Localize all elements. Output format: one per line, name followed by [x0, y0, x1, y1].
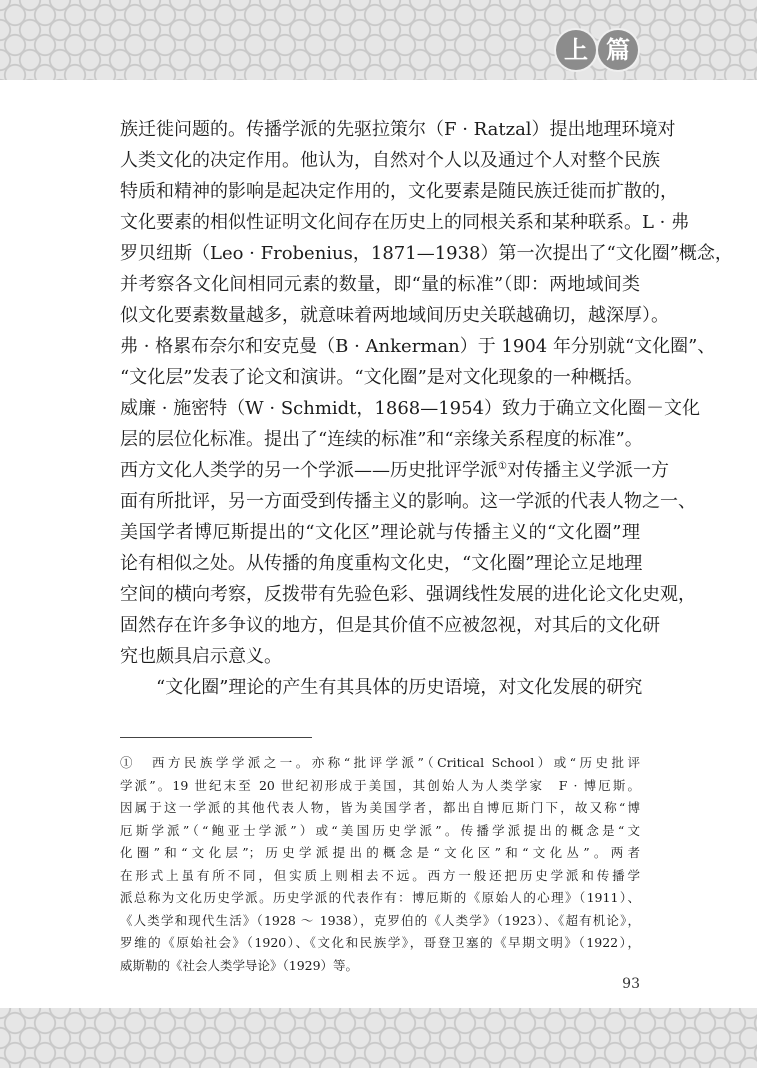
body-line: 究也颇具启示意义。	[120, 646, 282, 667]
header-pattern-band	[0, 0, 757, 80]
body-line: 美国学者博厄斯提出的“文化区”理论就与传播主义的“文化圈”理	[120, 522, 640, 543]
body-line: 论有相似之处。从传播的角度重构文化史，“文化圈”理论立足地理	[120, 553, 643, 574]
body-line: 威廉 · 施密特（W · Schmidt，1868—1954）致力于确立文化圈－文化	[120, 398, 701, 419]
body-line: 固然存在许多争议的地方，但是其价值不应被忽视，对其后的文化研	[120, 615, 660, 636]
footnote-line: 因属于这一学派的其他代表人物，皆为美国学者，都出自博厄斯门下，故又称“博	[120, 800, 640, 815]
footnote-line: 厄斯学派”（“鲍亚士学派”）或“美国历史学派”。传播学派提出的概念是“文	[120, 822, 640, 838]
footnote-block	[120, 752, 640, 977]
body-line-paragraph-start: “文化圈”理论的产生有其具体的历史语境，对文化发展的研究	[120, 677, 643, 698]
section-badge-first-char: 上	[556, 30, 596, 70]
body-line: 罗贝纽斯（Leo · Frobenius，1871—1938）第一次提出了“文化圈”概念，	[120, 243, 733, 264]
page-number: 93	[622, 976, 640, 992]
body-line: 空间的横向考察，反拨带有先验色彩、强调线性发展的进化论文化史观，	[120, 584, 696, 605]
footnote-separator	[120, 737, 312, 738]
footnote-reference-marker[interactable]: ①	[498, 461, 507, 472]
body-line-with-footnote-ref	[120, 455, 669, 486]
body-line: 似文化要素数量越多，就意味着两地域间历史关联越确切，越深厚）。	[120, 305, 669, 326]
footnote-line: 化圈”和“文化层”；历史学派提出的概念是“文化区”和“文化丛”。两者	[120, 845, 640, 860]
body-line: 面有所批评，另一方面受到传播主义的影响。这一学派的代表人物之一、	[120, 491, 696, 512]
footnote-line: 威斯勒的《社会人类学导论》（1929）等。	[120, 957, 359, 973]
body-line: 弗 · 格累布奈尔和安克曼（B · Ankerman）于 1904 年分别就“文化圈”、	[120, 336, 716, 357]
body-line-part: 对传播主义学派一方	[506, 460, 669, 481]
body-line: “文化层”发表了论文和演讲。“文化圈”是对文化现象的一种概括。	[120, 367, 643, 388]
footnote-line: 《人类学和现代生活》（1928 ～ 1938），克罗伯的《人类学》（1923）、《超有机论》，	[120, 912, 640, 928]
body-line: 文化要素的相似性证明文化间存在历史上的同根关系和某种联系。L · 弗	[120, 212, 690, 233]
body-line: 人类文化的决定作用。他认为，自然对个人以及通过个人对整个民族	[120, 150, 660, 171]
body-line: 族迁徙问题的。传播学派的先驱拉策尔（F · Ratzal）提出地理环境对	[120, 119, 676, 140]
footnote-line: ① 西方民族学学派之一。亦称“批评学派”（Critical School）或“历史批评	[120, 755, 640, 770]
body-line: 特质和精神的影响是起决定作用的，文化要素是随民族迁徙而扩散的，	[120, 181, 678, 202]
body-line: 并考察各文化间相同元素的数量，即“量的标准”（即：两地域间类	[120, 274, 640, 295]
footnote-line: 在形式上虽有所不同，但实质上则相去不远。西方一般还把历史学派和传播学	[120, 867, 640, 883]
footnote-line: 学派”。19 世纪末至 20 世纪初形成于美国，其创始人为人类学家 F · 博厄斯。	[120, 777, 640, 793]
footer-pattern-band	[0, 1008, 757, 1068]
section-badge-second-char: 篇	[598, 30, 638, 70]
body-line-part: 西方文化人类学的另一个学派——历史批评学派	[120, 460, 498, 481]
footnote-line: 罗维的《原始社会》（1920）、《文化和民族学》，哥登卫塞的《早期文明》（1922），	[120, 935, 640, 950]
main-body-text	[120, 114, 733, 703]
footnote-line: 派总称为文化历史学派。历史学派的代表作有：博厄斯的《原始人的心理》（1911）、	[120, 890, 640, 905]
body-line: 层的层位化标准。提出了“连续的标准”和“亲缘关系程度的标准”。	[120, 429, 643, 450]
